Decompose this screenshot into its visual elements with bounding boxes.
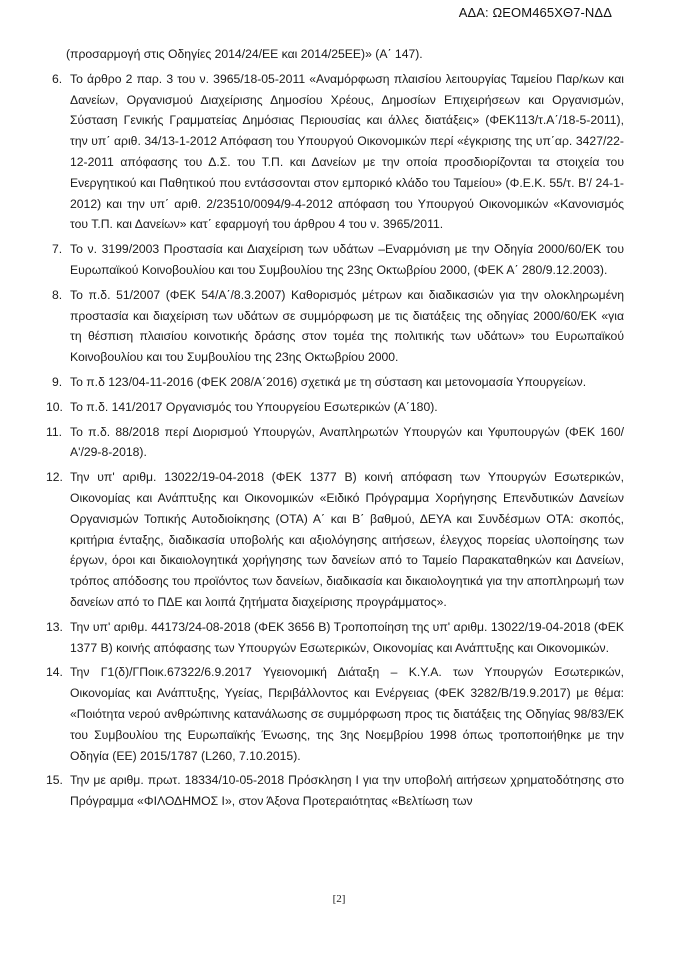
item-text: Το άρθρο 2 παρ. 3 του ν. 3965/18-05-2011 «Αναμόρφωση πλαισίου λειτουργίας Ταμείου Παρ/κων και Δανείων, Οργανισμού Διαχείρισης Δημοσίου Χρέους, Δημοσίων Επιχειρήσεων και Οργανισμών, Σύσταση Γενικής Γραμματείας Δημόσιας Περιουσίας και άλλες διατάξεις» (ΦΕΚ113/τ.Α΄/18-5-2011), την υπ΄ αριθ. 34/13-1-2012 Απόφαση του Υπουργού Οικονομικών περί «έγκρισης της υπ΄αρ. 3427/22-12-2011 απόφασης του Δ.Σ. του Τ.Π. και Δανείων με την οποία προσδιορίζονται τα στοιχεία του Ενεργητικού και Παθητικού που εντάσσονται στον εμπορικό κλάδο του Ταμείου» (Φ.Ε.Κ. 55/τ. Β'/ 24-1-2012) και την υπ΄ αριθ. 2/23510/0094/9-4-2012 απόφαση του Υπουργού Οικονομικών «Κανονισμός του Τ.Π. και Δανείων» κατ΄ εφαρμογή του άρθρου 4 του ν. 3965/2011. bbox=[70, 71, 624, 232]
item-number: 14. bbox=[46, 665, 63, 680]
list-item bbox=[46, 662, 624, 766]
page-number: [2] bbox=[332, 893, 346, 905]
list-item bbox=[52, 239, 624, 281]
intro-paragraph: (προσαρμογή στις Οδηγίες 2014/24/ΕΕ και 2014/25ΕΕ)» (Α΄ 147). bbox=[66, 47, 423, 61]
item-text: Την υπ' αριθμ. 44173/24-08-2018 (ΦΕΚ 3656 Β) Τροποποίηση της υπ' αριθμ. 13022/19-04-2018 (ΦΕΚ 1377 Β) κοινής απόφασης των Υπουργών Εσωτερικών, Οικονομίας και Ανάπτυξης και Οικονομικών. bbox=[70, 619, 624, 655]
item-text: Την υπ' αριθμ. 13022/19-04-2018 (ΦΕΚ 1377 Β) κοινή απόφαση των Υπουργών Εσωτερικών, Οικονομίας και Ανάπτυξης και Οικονομικών «Ειδικό Πρόγραμμα Χορήγησης Επενδυτικών Δανείων Οργανισμών Τοπικής Αυτοδιοίκησης (ΟΤΑ) Α΄ και Β΄ βαθμού, ΔΕΥΑ και Συνδέσμων ΟΤΑ: σκοπός, κριτήρια ένταξης, διαδικασία υποβολής και αξιολόγησης αιτήσεων, έλεγχος πορείας υλοποίησης των έργων, όροι και δικαιολογητικά χορήγησης των δανείων από το Ταμείο Παρακαταθηκών και Δανείων, τρόπος απόδοσης του προϊόντος των δανείων, διαδικασία και δικαιολογητικά για την αποπληρωμή των δανείων από το ΠΔΕ και λοιπά ζητήματα διαχείρισης προγράμματος». bbox=[70, 470, 624, 609]
item-number: 10. bbox=[46, 399, 63, 414]
item-text: Την Γ1(δ)/ΓΠοικ.67322/6.9.2017 Υγειονομική Διάταξη – Κ.Υ.Α. των Υπουργών Εσωτερικών, Οικονομίας και Ανάπτυξης, Υγείας, Περιβάλλοντος και Ενέργειας (ΦΕΚ 3282/Β/19.9.2017) με θέμα: «Ποιότητα νερού ανθρώπινης κατανάλωσης σε συμμόρφωση προς τις διατάξεις της Οδηγίας 98/83/ΕΚ του Συμβουλίου της Ευρωπαϊκής Ένωσης, της 3ης Νοεμβρίου 1998 όπως τροποποιήθηκε με την Οδηγία (ΕΕ) 2015/1787 (L260, 7.10.2015). bbox=[70, 665, 624, 763]
list-item bbox=[52, 285, 624, 368]
list-item bbox=[46, 422, 624, 464]
item-text: Το π.δ. 51/2007 (ΦΕΚ 54/Α΄/8.3.2007) Καθορισμός μέτρων και διαδικασιών για την ολοκληρωμένη προστασία και διαχείριση των υδάτων σε συμμόρφωση με τις διατάξεις της οδηγίας 2000/60/ΕΚ «για τη θέσπιση πλαισίου κοινοτικής δράσης στον τομέα της πολιτικής των υδάτων» του Ευρωπαϊκού Κοινοβουλίου και του Συμβουλίου της 23ης Οκτωβρίου 2000. bbox=[70, 287, 624, 365]
item-number: 6. bbox=[52, 71, 63, 86]
legal-references-list bbox=[46, 69, 624, 812]
item-text: Το ν. 3199/2003 Προστασία και Διαχείριση των υδάτων –Εναρμόνιση με την Οδηγία 2000/60/ΕΚ του Ευρωπαϊκού Κοινοβουλίου και του Συμβουλίου της 23ης Οκτωβρίου 2000, (ΦΕΚ Α΄ 280/9.12.2003). bbox=[70, 242, 624, 277]
item-number: 7. bbox=[52, 242, 63, 257]
item-number: 11. bbox=[46, 424, 63, 439]
list-item bbox=[46, 617, 624, 659]
item-number: 13. bbox=[46, 619, 63, 634]
item-number: 9. bbox=[52, 374, 63, 389]
document-ada-code: ΑΔΑ: ΩΕΟΜ465ΧΘ7-ΝΔΔ bbox=[458, 5, 612, 20]
list-item bbox=[46, 397, 624, 418]
item-text: Το π.δ 123/04-11-2016 (ΦΕΚ 208/Α΄2016) σχετικά με τη σύσταση και μετονομασία Υπουργείων. bbox=[70, 374, 587, 389]
list-item bbox=[52, 69, 624, 235]
item-text: Το π.δ. 141/2017 Οργανισμός του Υπουργείου Εσωτερικών (Α΄180). bbox=[70, 399, 438, 414]
list-item bbox=[46, 770, 624, 812]
document-body bbox=[46, 44, 624, 816]
item-text: Το π.δ. 88/2018 περί Διορισμού Υπουργών, Αναπληρωτών Υπουργών και Υφυπουργών (ΦΕΚ 160/Α'/29-8-2018). bbox=[70, 424, 624, 460]
list-item bbox=[52, 372, 624, 393]
item-number: 8. bbox=[52, 287, 63, 302]
list-item bbox=[46, 467, 624, 613]
item-number: 15. bbox=[46, 773, 63, 788]
item-number: 12. bbox=[46, 470, 63, 485]
item-text: Την με αριθμ. πρωτ. 18334/10-05-2018 Πρόσκληση Ι για την υποβολή αιτήσεων χρηματοδότησης στο Πρόγραμμα «ΦΙΛΟΔΗΜΟΣ Ι», στον Άξονα Προτεραιότητας «Βελτίωση των bbox=[70, 773, 624, 809]
